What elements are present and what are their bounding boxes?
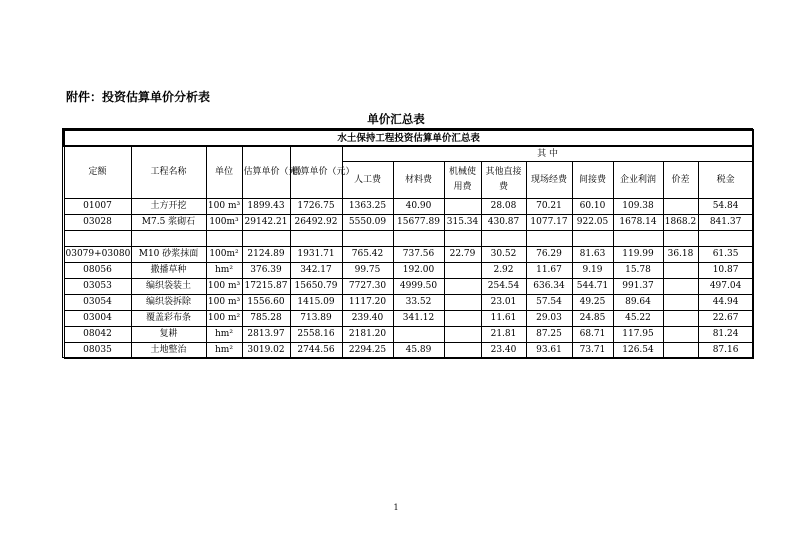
cell-profit: 119.99 bbox=[613, 247, 663, 263]
table-row bbox=[64, 199, 753, 215]
cell-site: 636.34 bbox=[526, 279, 572, 295]
cell-material: 15677.89 bbox=[393, 215, 444, 231]
cell-profit: 1678.14 bbox=[613, 215, 663, 231]
cell-indirect: 544.71 bbox=[572, 279, 613, 295]
cell-unit bbox=[206, 231, 242, 247]
cell-labor: 1117.20 bbox=[342, 295, 393, 311]
header-profit: 企业利润 bbox=[613, 162, 663, 199]
cell-price-diff bbox=[663, 311, 698, 327]
cell-site: 76.29 bbox=[526, 247, 572, 263]
cell-price-diff: 36.18 bbox=[663, 247, 698, 263]
cell-estimate-price: 17215.87 bbox=[242, 279, 290, 295]
cell-code: 03054 bbox=[64, 295, 131, 311]
cell-indirect: 49.25 bbox=[572, 295, 613, 311]
cell-estimate-price: 1556.60 bbox=[242, 295, 290, 311]
header-labor: 人工费 bbox=[342, 162, 393, 199]
cell-other-direct: 23.01 bbox=[481, 295, 526, 311]
cell-material bbox=[393, 231, 444, 247]
cell-code bbox=[64, 231, 131, 247]
cell-profit: 89.64 bbox=[613, 295, 663, 311]
cell-other-direct bbox=[481, 231, 526, 247]
table-row bbox=[64, 295, 753, 311]
cell-material: 33.52 bbox=[393, 295, 444, 311]
header-group-row bbox=[64, 146, 753, 162]
cell-price-diff bbox=[663, 343, 698, 359]
unit-price-summary-table bbox=[63, 129, 754, 359]
cell-budget-price: 713.89 bbox=[290, 311, 342, 327]
cell-name: M7.5 浆砌石 bbox=[131, 215, 206, 231]
cell-other-direct: 28.08 bbox=[481, 199, 526, 215]
table-row bbox=[64, 215, 753, 231]
cell-code: 03004 bbox=[64, 311, 131, 327]
cell-material: 341.12 bbox=[393, 311, 444, 327]
cell-tax: 81.24 bbox=[698, 327, 753, 343]
cell-price-diff bbox=[663, 199, 698, 215]
cell-labor: 1363.25 bbox=[342, 199, 393, 215]
cell-tax: 10.87 bbox=[698, 263, 753, 279]
cell-price-diff bbox=[663, 295, 698, 311]
attachment-title: 附件：投资估算单价分析表 bbox=[66, 90, 211, 104]
header-other-direct: 其他直接费 bbox=[481, 162, 526, 199]
cell-indirect: 81.63 bbox=[572, 247, 613, 263]
cell-unit: hm² bbox=[206, 343, 242, 359]
cell-name: 复耕 bbox=[131, 327, 206, 343]
cell-machine bbox=[444, 199, 481, 215]
cell-indirect: 9.19 bbox=[572, 263, 613, 279]
cell-price-diff bbox=[663, 263, 698, 279]
header-site: 现场经费 bbox=[526, 162, 572, 199]
cell-other-direct: 11.61 bbox=[481, 311, 526, 327]
cell-budget-price: 26492.92 bbox=[290, 215, 342, 231]
cell-material: 40.90 bbox=[393, 199, 444, 215]
cell-indirect: 68.71 bbox=[572, 327, 613, 343]
cell-name: 覆盖彩布条 bbox=[131, 311, 206, 327]
table-row bbox=[64, 343, 753, 359]
cell-labor: 5550.09 bbox=[342, 215, 393, 231]
cell-unit: 100 m³ bbox=[206, 295, 242, 311]
cell-name: 土方开挖 bbox=[131, 199, 206, 215]
cell-price-diff bbox=[663, 327, 698, 343]
cell-site: 70.21 bbox=[526, 199, 572, 215]
cell-indirect bbox=[572, 231, 613, 247]
header-machine: 机械使用费 bbox=[444, 162, 481, 199]
cell-estimate-price: 2813.97 bbox=[242, 327, 290, 343]
cell-tax: 54.84 bbox=[698, 199, 753, 215]
cell-machine bbox=[444, 295, 481, 311]
table-row bbox=[64, 247, 753, 263]
cell-tax: 497.04 bbox=[698, 279, 753, 295]
cell-other-direct: 30.52 bbox=[481, 247, 526, 263]
cell-site: 93.61 bbox=[526, 343, 572, 359]
header-unit: 单位 bbox=[206, 146, 242, 199]
cell-unit: 100m³ bbox=[206, 215, 242, 231]
cell-estimate-price: 785.28 bbox=[242, 311, 290, 327]
cell-budget-price: 2744.56 bbox=[290, 343, 342, 359]
cell-material: 737.56 bbox=[393, 247, 444, 263]
cell-indirect: 922.05 bbox=[572, 215, 613, 231]
header-price-diff: 价差 bbox=[663, 162, 698, 199]
cell-code: 03053 bbox=[64, 279, 131, 295]
cell-code: 08056 bbox=[64, 263, 131, 279]
cell-estimate-price: 376.39 bbox=[242, 263, 290, 279]
cell-budget-price: 1726.75 bbox=[290, 199, 342, 215]
table-row bbox=[64, 327, 753, 343]
cell-code: 03028 bbox=[64, 215, 131, 231]
cell-budget-price: 2558.16 bbox=[290, 327, 342, 343]
cell-indirect: 24.85 bbox=[572, 311, 613, 327]
header-material: 材料费 bbox=[393, 162, 444, 199]
cell-unit: 100 m² bbox=[206, 311, 242, 327]
cell-profit: 126.54 bbox=[613, 343, 663, 359]
table-title: 单价汇总表 bbox=[367, 112, 425, 126]
cell-price-diff: 1868.2 bbox=[663, 215, 698, 231]
header-estimate-price: 估算单价（元） bbox=[242, 146, 290, 199]
cell-machine bbox=[444, 343, 481, 359]
cell-site: 29.03 bbox=[526, 311, 572, 327]
cell-labor: 765.42 bbox=[342, 247, 393, 263]
cell-budget-price bbox=[290, 231, 342, 247]
cell-machine bbox=[444, 311, 481, 327]
cell-tax: 22.67 bbox=[698, 311, 753, 327]
cell-site: 11.67 bbox=[526, 263, 572, 279]
table-row bbox=[64, 279, 753, 295]
cell-labor: 2181.20 bbox=[342, 327, 393, 343]
cell-indirect: 73.71 bbox=[572, 343, 613, 359]
cell-site bbox=[526, 231, 572, 247]
cell-machine: 22.79 bbox=[444, 247, 481, 263]
cell-labor bbox=[342, 231, 393, 247]
cell-name: 撒播草种 bbox=[131, 263, 206, 279]
cell-price-diff bbox=[663, 279, 698, 295]
cell-unit: hm² bbox=[206, 263, 242, 279]
cell-machine bbox=[444, 231, 481, 247]
cell-material bbox=[393, 327, 444, 343]
cell-name: 编织袋装土 bbox=[131, 279, 206, 295]
cell-tax: 87.16 bbox=[698, 343, 753, 359]
table-row bbox=[64, 263, 753, 279]
cell-code: 01007 bbox=[64, 199, 131, 215]
header-group-of-which: 其 中 bbox=[342, 146, 753, 162]
cell-profit: 15.78 bbox=[613, 263, 663, 279]
cell-machine bbox=[444, 279, 481, 295]
cell-tax: 44.94 bbox=[698, 295, 753, 311]
cell-site: 1077.17 bbox=[526, 215, 572, 231]
cell-tax bbox=[698, 231, 753, 247]
table-banner: 水土保持工程投资估算单价汇总表 bbox=[64, 130, 753, 146]
cell-machine: 315.34 bbox=[444, 215, 481, 231]
cell-profit bbox=[613, 231, 663, 247]
header-tax: 税金 bbox=[698, 162, 753, 199]
cell-estimate-price: 3019.02 bbox=[242, 343, 290, 359]
cell-name: M10 砂浆抹面 bbox=[131, 247, 206, 263]
cell-estimate-price bbox=[242, 231, 290, 247]
cell-other-direct: 430.87 bbox=[481, 215, 526, 231]
cell-name: 编织袋拆除 bbox=[131, 295, 206, 311]
cell-name: 土地整治 bbox=[131, 343, 206, 359]
cell-labor: 99.75 bbox=[342, 263, 393, 279]
cell-material: 45.89 bbox=[393, 343, 444, 359]
cell-profit: 45.22 bbox=[613, 311, 663, 327]
cell-estimate-price: 29142.21 bbox=[242, 215, 290, 231]
cell-indirect: 60.10 bbox=[572, 199, 613, 215]
cell-material: 4999.50 bbox=[393, 279, 444, 295]
cell-unit: hm² bbox=[206, 327, 242, 343]
cell-profit: 117.95 bbox=[613, 327, 663, 343]
cell-other-direct: 23.40 bbox=[481, 343, 526, 359]
cell-unit: 100m² bbox=[206, 247, 242, 263]
table-row bbox=[64, 311, 753, 327]
cell-estimate-price: 2124.89 bbox=[242, 247, 290, 263]
cell-code: 08042 bbox=[64, 327, 131, 343]
cell-estimate-price: 1899.43 bbox=[242, 199, 290, 215]
cell-site: 57.54 bbox=[526, 295, 572, 311]
cell-name bbox=[131, 231, 206, 247]
cell-other-direct: 2.92 bbox=[481, 263, 526, 279]
page-number: 1 bbox=[393, 503, 399, 512]
cell-labor: 239.40 bbox=[342, 311, 393, 327]
cell-unit: 100 m³ bbox=[206, 199, 242, 215]
cell-profit: 109.38 bbox=[613, 199, 663, 215]
cell-material: 192.00 bbox=[393, 263, 444, 279]
cell-machine bbox=[444, 263, 481, 279]
cell-tax: 841.37 bbox=[698, 215, 753, 231]
cell-budget-price: 15650.79 bbox=[290, 279, 342, 295]
table-banner-row bbox=[64, 130, 753, 146]
cell-profit: 991.37 bbox=[613, 279, 663, 295]
cell-labor: 7727.30 bbox=[342, 279, 393, 295]
cell-code: 08035 bbox=[64, 343, 131, 359]
cell-price-diff bbox=[663, 231, 698, 247]
cell-labor: 2294.25 bbox=[342, 343, 393, 359]
header-budget-price: 概算单价（元） bbox=[290, 146, 342, 199]
header-code: 定额 bbox=[64, 146, 131, 199]
cell-code: 03079+03080 bbox=[64, 247, 131, 263]
cell-other-direct: 254.54 bbox=[481, 279, 526, 295]
cell-budget-price: 1415.09 bbox=[290, 295, 342, 311]
cell-site: 87.25 bbox=[526, 327, 572, 343]
cell-machine bbox=[444, 327, 481, 343]
cell-unit: 100 m³ bbox=[206, 279, 242, 295]
cell-other-direct: 21.81 bbox=[481, 327, 526, 343]
cell-tax: 61.35 bbox=[698, 247, 753, 263]
cell-budget-price: 1931.71 bbox=[290, 247, 342, 263]
header-indirect: 间接费 bbox=[572, 162, 613, 199]
header-name: 工程名称 bbox=[131, 146, 206, 199]
cell-budget-price: 342.17 bbox=[290, 263, 342, 279]
table-row-blank bbox=[64, 231, 753, 247]
